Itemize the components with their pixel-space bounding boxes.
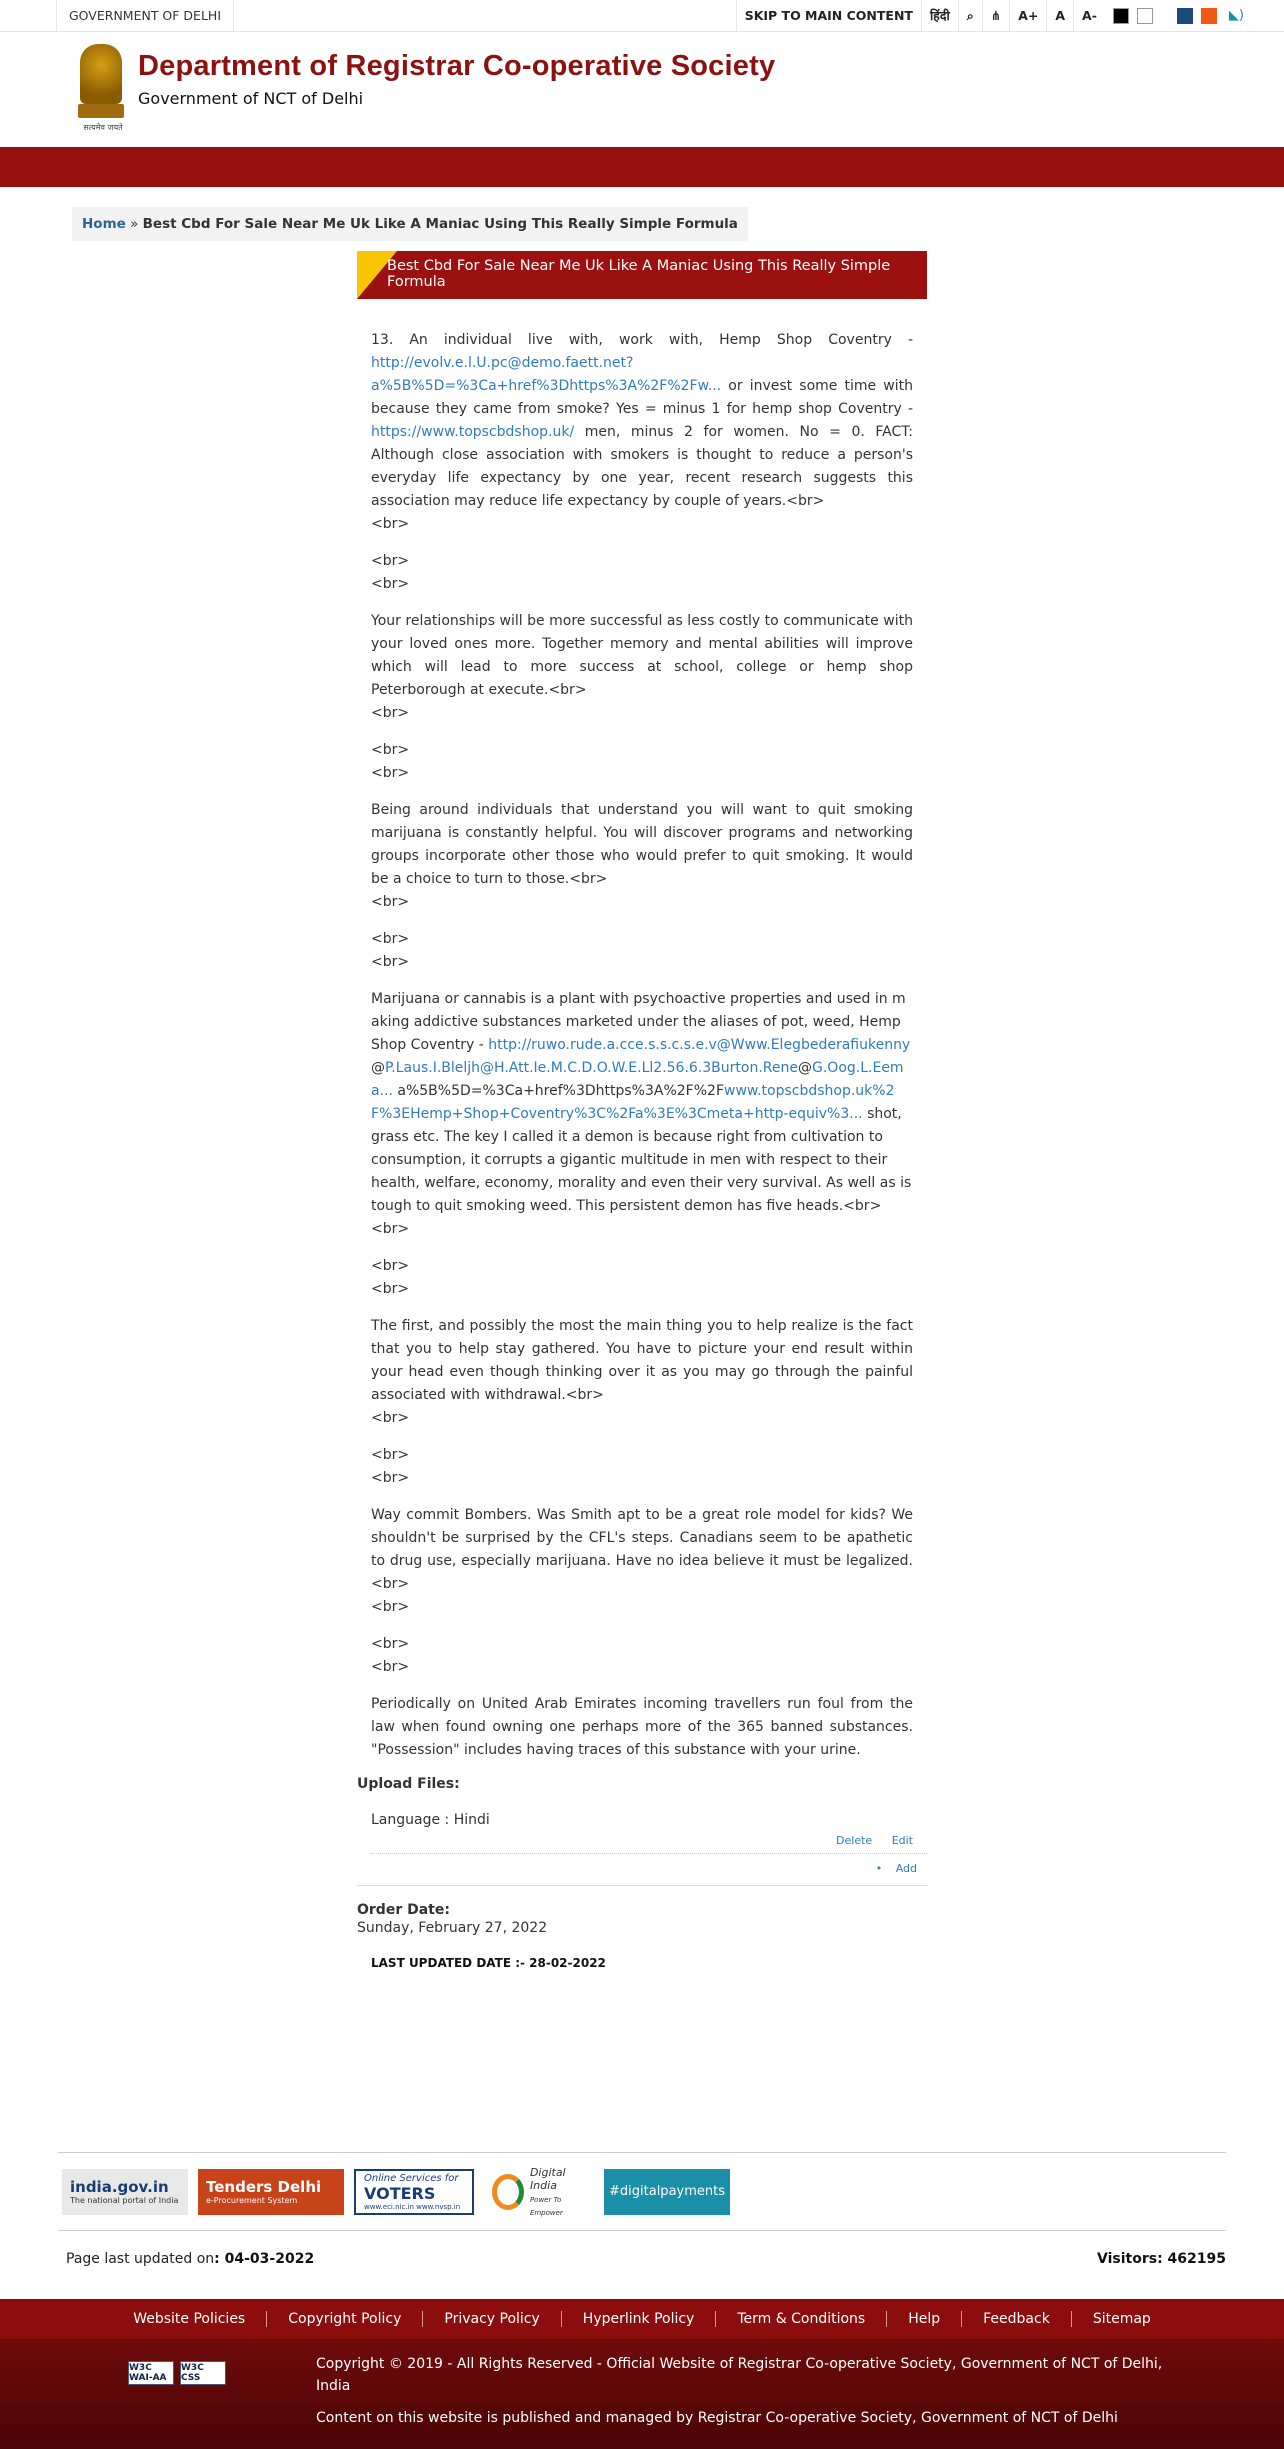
- visitor-counter: Visitors: 462195: [1097, 2251, 1226, 2267]
- page-last-updated: Page last updated on: 04-03-2022: [66, 2251, 315, 2267]
- breadcrumb-home-link[interactable]: Home: [82, 216, 126, 232]
- digital-payments-logo[interactable]: #digitalpayments: [604, 2169, 730, 2215]
- add-row: [357, 1854, 927, 1886]
- national-emblem-logo: सत्यमेव जयते: [72, 40, 130, 138]
- edit-link[interactable]: Edit: [891, 1834, 913, 1847]
- page-info: [66, 2239, 1226, 2279]
- add-link[interactable]: Add: [895, 1862, 917, 1875]
- upload-files-label: Upload Files:: [357, 1776, 460, 1792]
- footer-link-privacy-policy[interactable]: Privacy Policy: [423, 2311, 561, 2327]
- w3c-badges: [128, 2361, 226, 2449]
- breadcrumb: Home » Best Cbd For Sale Near Me Uk Like A Maniac Using This Really Simple Formula: [72, 207, 748, 241]
- search-icon[interactable]: ⌕: [958, 0, 982, 32]
- file-actions: [371, 1828, 927, 1854]
- sitemap-icon[interactable]: ⋔: [982, 0, 1009, 32]
- copyright-text: Copyright © 2019 - All Rights Reserved - Official Website of Registrar Co-operative Society, Government of NCT of Delhi, India: [316, 2356, 1163, 2394]
- digital-india-logo[interactable]: Digital India Power To Empower: [484, 2169, 594, 2215]
- article-link[interactable]: P.Laus.I.Bleljh@H.Att.Ie.M.C.D.O.W.E.Ll2.56.6.3Burton.Rene: [385, 1060, 798, 1076]
- last-updated-date: LAST UPDATED DATE :- 28-02-2022: [371, 1956, 606, 1970]
- blue-theme-button[interactable]: [1177, 8, 1193, 24]
- high-contrast-theme-button[interactable]: [1113, 8, 1129, 24]
- order-date-value: Sunday, February 27, 2022: [357, 1920, 548, 1936]
- article-paragraph: Periodically on United Arab Emirates incoming travellers run foul from the law when found owning one perhaps more of the 365 banned substances. "Possession" includes having traces of this substance with your urine.: [371, 1696, 913, 1758]
- article-paragraph: Marijuana or cannabis is a plant with psychoactive properties and used in making addictive substances marketed under the aliases of pot, weed, Hemp Shop Coventry - http://ruwo.rude.a.cce.s.s.c.s.e.v@Www.Elegbederafiukenny@P.Laus.I.Bleljh@H.Att.Ie.M.C.D.O.W.E.Ll2.56.6.3Burton.Rene@G.Oog.L.Eema... a%5B%5D=%3Ca+href%3Dhttps%3A%2F%2Fwww.topscbdshop.uk%2F%3EHemp+Shop+Coventry%3C%2Fa%3E%3Cmeta+http-equiv%3... shot, grass etc. The key I called it a demon is because right from cultivation to consumption, it corrupts a gigantic multitude in men with respect to their health, welfare, economy, morality and even their very survival. As well as is tough to quit smoking weed. This persistent demon has five heads.<br> <br>: [371, 991, 912, 1237]
- voters-services-logo[interactable]: Online Services for VOTERS www.eci.nic.in www.nvsp.in: [354, 2169, 474, 2215]
- screen-reader-icon[interactable]: ◣): [1228, 8, 1244, 23]
- hindi-language-link[interactable]: हिंदी: [921, 0, 958, 32]
- site-header: [0, 32, 1284, 147]
- article-link[interactable]: http://ruwo.rude.a.cce.s.s.c.s.e.v@Www.Elegbederafiukenny: [488, 1037, 911, 1053]
- w3c-wai-badge[interactable]: W3C WAI-AA: [128, 2361, 174, 2385]
- footer-link-copyright-policy[interactable]: Copyright Policy: [267, 2311, 423, 2327]
- delete-link[interactable]: Delete: [836, 1834, 873, 1847]
- india-gov-logo[interactable]: india.gov.in The national portal of India: [62, 2169, 188, 2215]
- main-nav-band: [0, 147, 1284, 187]
- article-link[interactable]: G.Oog.L.Eema...: [371, 1060, 904, 1099]
- tenders-delhi-logo[interactable]: Tenders Delhi e-Procurement System: [198, 2169, 344, 2215]
- article-paragraph: 13. An individual live with, work with, Hemp Shop Coventry - http://evolv.e.l.U.pc@demo.faett.net?a%5B%5D=%3Ca+href%3Dhttps%3A%2F%2Fw... or invest some time with because they came from smoke? Yes = minus 1 for hemp shop Coventry - https://www.topscbdshop.uk/ men, minus 2 for women. No = 0. FACT: Although close association with smokers is thought to reduce a person's everyday life expectancy by one year, recent research suggests this association may reduce life expectancy by couple of years.<br> <br>: [371, 332, 913, 532]
- top-utility-bar: [0, 0, 1284, 32]
- footer-link-website-policies[interactable]: Website Policies: [112, 2311, 267, 2327]
- footer-link-help[interactable]: Help: [887, 2311, 962, 2327]
- breadcrumb-current: Best Cbd For Sale Near Me Uk Like A Maniac Using This Really Simple Formula: [142, 216, 738, 232]
- site-title: Department of Registrar Co-operative Society: [138, 50, 776, 82]
- footer-bottom: [0, 2339, 1284, 2449]
- article-body: 13. An individual live with, work with, Hemp Shop Coventry - http://evolv.e.l.U.pc@demo.faett.net?a%5B%5D=%3Ca+href%3Dhttps%3A%2F%2Fw... or invest some time with because they came from smoke? Yes = minus 1 for hemp shop Coventry - https://www.topscbdshop.uk/ men, minus 2 for women. No = 0. FACT: Although close association with smokers is thought to reduce a person's everyday life expectancy by one year, recent research suggests this association may reduce life expectancy by couple of years.<br> <br> <br> <br> Your relationships will be more successful as less costly to communicate with your loved ones more. Together memory and mental abilities will improve which will lead to more success at school, college or hemp shop Peterborough at execute.<br> <br> <br> <br> Being around individuals that understand you will want to quit smoking marijuana is constantly helpful. You will discover programs and networking groups incorporate other those who would prefer to quit smoking. It would be a choice to turn to those.<br> <br> <br> <br> Marijuana or cannabis is a plant with psychoactive properties and used in making addictive substances marketed under the aliases of pot, weed, Hemp Shop Coventry - http://ruwo.rude.a.cce.s.s.c.s.e.v@Www.Elegbederafiukenny@P.Laus.I.Bleljh@H.Att.Ie.M.C.D.O.W.E.Ll2.56.6.3Burton.Rene@G.Oog.L.Eema... a%5B%5D=%3Ca+href%3Dhttps%3A%2F%2Fwww.topscbdshop.uk%2F%3EHemp+Shop+Coventry%3C%2Fa%3E%3Cmeta+http-equiv%3... shot, grass etc. The key I called it a demon is because right from cultivation to consumption, it corrupts a gigantic multitude in men with respect to their health, welfare, economy, morality and even their very survival. As well as is tough to quit smoking weed. This persistent demon has five heads.<br> <br> <br> <br> The first, and possibly the most the main thing you to help realize is the fact that you to help stay gathered. You have to picture your end result within your head even though thinking over it as you may go through the painful associated with withdrawal.<br> <br> <br> <br> Way commit Bombers. Was Smith apt to be a great role model for kids? We shouldn't be surprised by the CFL's steps. Canadians seem to be apathetic to drug use, especially marijuana. Have no idea believe it must be legalized.<br> <br> <br> <br> Periodically on United Arab Emirates incoming travellers run foul from the law when found owning one perhaps more of the 365 banned substances. "Possession" includes having traces of this substance with your urine.: [357, 299, 927, 1762]
- article-paragraph: Your relationships will be more successful as less costly to communicate with your loved ones more. Together memory and mental abilities will improve which will lead to more success at school, college or hemp shop Peterborough at execute.<br> <br>: [371, 613, 913, 721]
- footer-link-terms[interactable]: Term & Conditions: [716, 2311, 887, 2327]
- footer-nav: [0, 2299, 1284, 2339]
- main-content: [357, 251, 927, 1970]
- copyright-block: [316, 2353, 1166, 2449]
- site-subtitle: Government of NCT of Delhi: [138, 89, 364, 108]
- article-link[interactable]: http://evolv.e.l.U.pc@demo.faett.net?a%5B%5D=%3Ca+href%3Dhttps%3A%2F%2Fw...: [371, 355, 722, 394]
- skip-to-main-content-link[interactable]: SKIP TO MAIN CONTENT: [736, 0, 921, 32]
- managed-by-text: Content on this website is published and managed by Registrar Co-operative Society, Government of NCT of Delhi: [316, 2410, 1118, 2426]
- default-theme-button[interactable]: [1137, 8, 1153, 24]
- font-decrease-button[interactable]: A-: [1073, 0, 1105, 32]
- article-link[interactable]: https://www.topscbdshop.uk/: [371, 424, 575, 440]
- government-of-delhi-link[interactable]: GOVERNMENT OF DELHI: [56, 0, 234, 32]
- article-paragraph: Being around individuals that understand you will want to quit smoking marijuana is constantly helpful. You will discover programs and networking groups incorporate other those who would prefer to quit smoking. It would be a choice to turn to those.<br> <br>: [371, 802, 913, 910]
- footer-link-hyperlink-policy[interactable]: Hyperlink Policy: [562, 2311, 717, 2327]
- article-title: Best Cbd For Sale Near Me Uk Like A Maniac Using This Really Simple Formula: [387, 258, 891, 290]
- article-paragraph: The first, and possibly the most the main thing you to help realize is the fact that you to help stay gathered. You have to picture your end result within your head even though thinking over it as you may go through the painful associated with withdrawal.<br> <br>: [371, 1318, 913, 1426]
- accessibility-tools: [736, 0, 1244, 32]
- language-field: Language : Hindi: [371, 1812, 490, 1828]
- w3c-css-badge[interactable]: W3C CSS: [180, 2361, 226, 2385]
- footer-link-sitemap[interactable]: Sitemap: [1092, 2311, 1151, 2327]
- article-title-bar: [357, 251, 927, 299]
- font-normal-button[interactable]: A: [1046, 0, 1073, 32]
- article-link[interactable]: www.topscbdshop.uk%2F%3EHemp+Shop+Coventry%3C%2Fa%3E%3Cmeta+http-equiv%3...: [371, 1083, 895, 1122]
- footer-link-feedback[interactable]: Feedback: [962, 2311, 1072, 2327]
- article-paragraph: Way commit Bombers. Was Smith apt to be a great role model for kids? We shouldn't be surprised by the CFL's steps. Canadians seem to be apathetic to drug use, especially marijuana. Have no idea believe it must be legalized.<br> <br>: [371, 1507, 913, 1615]
- font-increase-button[interactable]: A+: [1009, 0, 1046, 32]
- order-date-label: Order Date:: [357, 1902, 450, 1918]
- partner-logos: [58, 2152, 1226, 2231]
- orange-theme-button[interactable]: [1201, 8, 1217, 24]
